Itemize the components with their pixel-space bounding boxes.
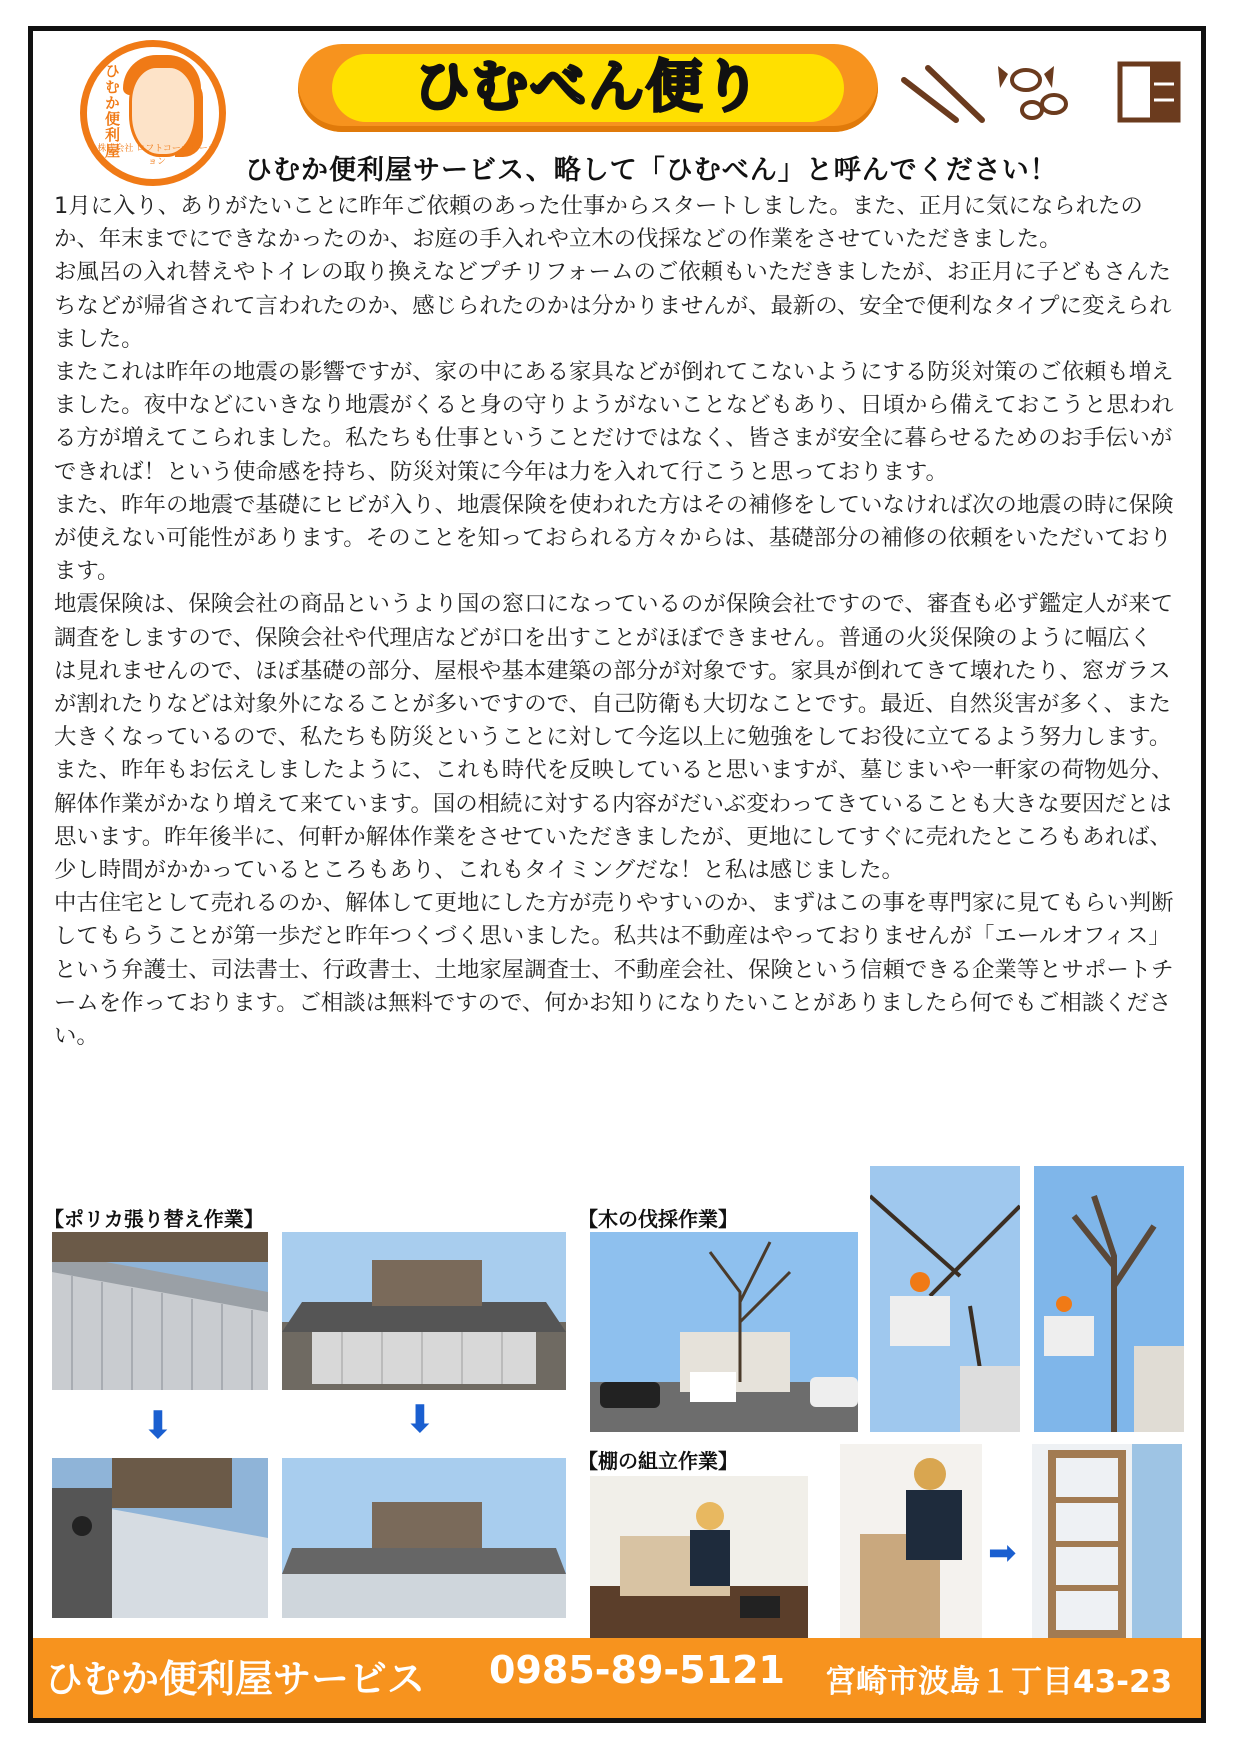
page-title: ひむべん便り: [414, 55, 762, 120]
subtitle: ひむか便利屋サービス、略して「ひむべん」と呼んでください！: [245, 155, 1058, 186]
caption-tree-cutting: 【木の伐採作業】: [578, 1207, 738, 1231]
title-banner: [298, 44, 878, 132]
paragraph: 地震保険は、保険会社の商品というより国の窓口になっているのが保険会社ですので、審査も必ず鑑定人が来て調査をしますので、保険会社や代理店などが口を出すことがほぼできません。普通の火災保険のように幅広くは見れませんので、ほぼ基礎の部分、屋根や基本建築の部分が対象です。家具が倒れてきて壊れたり、窓ガラスが割れたりなどは対象外になることが多いですので、自己防衛も大切なことです。最近、自然災害が多く、また大きくなっているので、私たちも防災ということに対して今迄以上に勉強をしてお役に立てるよう努力します。: [54, 591, 1174, 751]
photo-tree-worker-1: [870, 1166, 1020, 1432]
photo-roof-before-1: [52, 1232, 268, 1390]
photo-roof-after-2: [282, 1458, 566, 1618]
arrow-right-icon: ➡: [988, 1533, 1017, 1573]
candy-icon: [998, 66, 1066, 118]
paragraph: 中古住宅として売れるのか、解体して更地にした方が売りやすいのか、まずはこの事を専門家に見てもらい判断してもらうことが第一歩だと昨年つくづく思いました。私共は不動産はやっておりませんが「エールオフィス」という弁護士、司法書士、行政書士、土地家屋調査士、不動産会社、保険という信頼できる企業等とサポートチームを作っております。ご相談は無料ですので、何かお知りになりたいことがありましたら何でもご相談ください。: [54, 890, 1174, 1050]
title-banner-inner: [332, 54, 844, 122]
photo-shelf-3: [1032, 1444, 1182, 1640]
photo-roof-before-2: [282, 1232, 566, 1390]
arrow-down-icon: ⬇: [142, 1403, 174, 1447]
paragraph: また、昨年もお伝えしましたように、これも時代を反映していると思いますが、墓じまいや一軒家の荷物処分、解体作業がかなり増えて来ています。国の相続に対する内容がだいぶ変わってきていることも大きな要因だとは思います。昨年後半に、何軒か解体作業をさせていただきましたが、更地にしてすぐに売れたところもあれば、少し時間がかかっているところもあり、これもタイミングだな！と私は感じました。: [54, 757, 1174, 884]
photo-shelf-1: [590, 1476, 808, 1642]
photo-shelf-2: [840, 1444, 982, 1640]
box-icon: [1120, 64, 1178, 120]
footer-company: ひむか便利屋サービス: [45, 1657, 426, 1701]
paragraph: またこれは昨年の地震の影響ですが、家の中にある家具などが倒れてこないようにする防災対策のご依頼も増えました。夜中などにいきなり地震がくると身の守りようがないことなどもあり、日頃から備えておこうと思われる方が増えてこられました。私たちも仕事ということだけではなく、皆さまが安全に暮らせるためのお手伝いができれば！という使命感を持ち、防災対策に今年は力を入れて行こうと思っております。: [54, 359, 1174, 485]
article-body: [54, 190, 1174, 1053]
paragraph: また、昨年の地震で基礎にヒビが入り、地震保険を使われた方はその補修をしていなければ次の地震の時に保険が使えない可能性があります。そのことを知っておられる方々からは、基礎部分の補修の依頼をいただいております。: [54, 491, 1174, 585]
chopsticks-icon: [904, 68, 982, 120]
footer-phone[interactable]: 0985-89-5121: [489, 1648, 785, 1692]
logo-vertical-text: ひむか便利屋: [103, 63, 121, 159]
photo-roof-after-1: [52, 1458, 268, 1618]
photo-tree-site: [590, 1232, 858, 1432]
footer-address: 宮崎市波島１丁目43-23: [825, 1664, 1173, 1700]
decoration-icons: [898, 60, 1188, 130]
caption-polycarbonate: 【ポリカ張り替え作業】: [44, 1207, 264, 1231]
footer-bar: [33, 1638, 1201, 1718]
logo-bottom-text: 株式会社 ロフトコーポレーション: [97, 144, 217, 167]
paragraph: 1月に入り、ありがたいことに昨年ご依頼のあった仕事からスタートしました。また、正月に気になられたのか、年末までにできなかったのか、お庭の手入れや立木の伐採などの作業をさせていただきました。: [54, 193, 1143, 253]
company-logo: [80, 40, 226, 186]
arrow-down-icon: ⬇: [404, 1397, 436, 1441]
caption-shelf-assembly: 【棚の組立作業】: [578, 1449, 738, 1473]
photo-tree-worker-2: [1034, 1166, 1184, 1432]
paragraph: お風呂の入れ替えやトイレの取り換えなどプチリフォームのご依頼もいただきましたが、お正月に子どもさんたちなどが帰省されて言われたのか、感じられたのかは分かりませんが、最新の、安全で便利なタイプに変えられました。: [54, 259, 1172, 352]
